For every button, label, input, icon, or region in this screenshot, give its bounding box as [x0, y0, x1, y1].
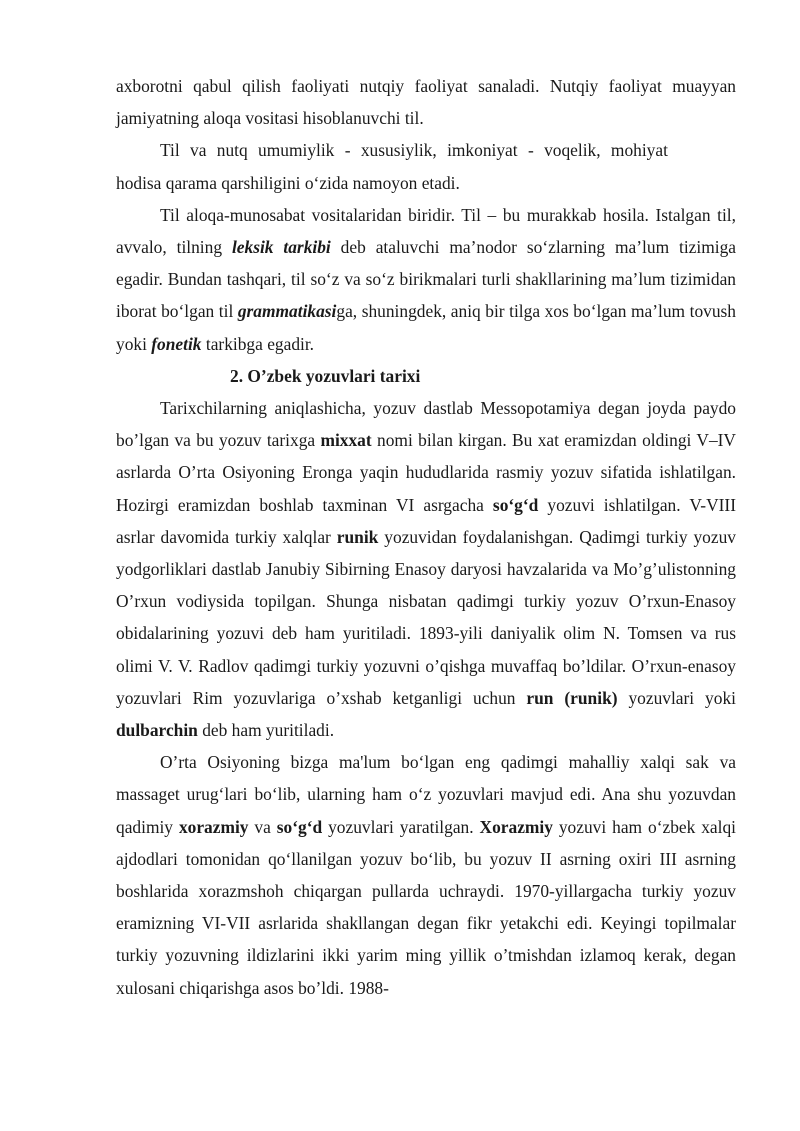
paragraph-3: Til aloqa-munosabat vositalaridan biridir. Til – bu murakkab hosila. Istalgan til, avvalo, tilning leksik tarkibi deb ataluvchi ma’nodor so‘zlarning ma’lum tizimiga egadir. Bundan tashqari, til so‘z va so‘z birikmalari turli shakllarining ma’lum tizimidan iborat bo‘lgan til grammatikasiga, shuningdek, aniq bir tilga xos bo‘lgan ma’lum tovush yoki fonetik tarkibga egadir. [116, 204, 737, 354]
term-xorazmiy-2: Xorazmiy [479, 816, 553, 837]
term-mixxat: mixxat [320, 430, 372, 451]
body-text [116, 70, 736, 1004]
term-grammatikasi: grammatikasi [237, 301, 337, 322]
term-dulbarchin: dulbarchin [116, 720, 198, 741]
paragraph-1: axborotni qabul qilish faoliyati nutqiy faoliyat sanaladi. Nutqiy faoliyat muayyan jamiyatning aloqa vositasi hisoblanuvchi til. [116, 76, 736, 129]
term-sogd: so‘g‘d [492, 494, 539, 515]
term-run-runik: run (runik) [526, 687, 618, 708]
term-xorazmiy: xorazmiy [178, 816, 249, 837]
paragraph-5: O’rta Osiyoning bizga ma'lum bo‘lgan eng qadimgi mahalliy xalqi sak va massaget urug‘lari bo‘lib, ularning ham o‘z yozuvlari mavjud edi. Ana shu yozuvdan qadimiy xorazmiy va so‘g‘d yozuvlari yaratilgan. Xorazmiy yozuvi ham o‘zbek xalqi ajdodlari tomonidan qo‘llanilgan yozuv bo‘lib, bu yozuv II asrning oxiri III asrning boshlarida xorazmshoh chiqargan pullarda uchraydi. 1970-yillargacha turkiy yozuv eramizning VI-VII asrlarida shakllangan degan fikr yetakchi edi. Keyingi topilmalar turkiy yozuvning ildizlarini ikki yarim ming yillik o’tmishdan izlamoq kerak, degan xulosani chiqarishga asos bo’ldi. 1988- [116, 752, 737, 998]
term-fonetik: fonetik [151, 333, 202, 354]
term-runik: runik [336, 526, 379, 547]
term-leksik-tarkibi: leksik tarkibi [231, 237, 331, 258]
paragraph-4: Tarixchilarning aniqlashicha, yozuv dastlab Messopotamiya degan joyda paydo bo’lgan va bu yozuv tarixga mixxat nomi bilan kirgan. Bu xat eramizdan oldingi V–IV asrlarda O’rta Osiyoning Eronga yaqin hududlarida rasmiy yozuv sifatida ishlatilgan. Hozirgi eramizdan boshlab taxminan VI asrgacha so‘g‘d yozuvi ishlatilgan. V-VIII asrlar davomida turkiy xalqlar runik yozuvidan foydalanishgan. Qadimgi turkiy yozuv yodgorliklari dastlab Janubiy Sibirning Enasoy daryosi havzalarida va Mo’g’ulistonning O’rxun vodiysida topilgan. Shunga nisbatan qadimgi turkiy yozuv O’rxun-Enasoy obidalarining yozuvi deb ham yuritiladi. 1893-yili daniyalik olim N. Tomsen va rus olimi V. V. Radlov qadimgi turkiy yozuvni o’qishga muvaffaq bo’ldilar. O’rxun-enasoy yozuvlari Rim yozuvlariga o’xshab ketganligi uchun run (runik) yozuvlari yoki dulbarchin deb ham yuritiladi. [116, 398, 737, 741]
paragraph-2-line-1: Til va nutq umumiylik - xususiylik, imkoniyat - voqelik, mohiyat [160, 140, 668, 161]
paragraph-2-line-2: hodisa qarama qarshiligini o‘zida namoyon etadi. [116, 172, 460, 193]
section-heading: 2. O’zbek yozuvlari tarixi [230, 365, 421, 386]
term-sogd-2: so‘g‘d [276, 816, 323, 837]
